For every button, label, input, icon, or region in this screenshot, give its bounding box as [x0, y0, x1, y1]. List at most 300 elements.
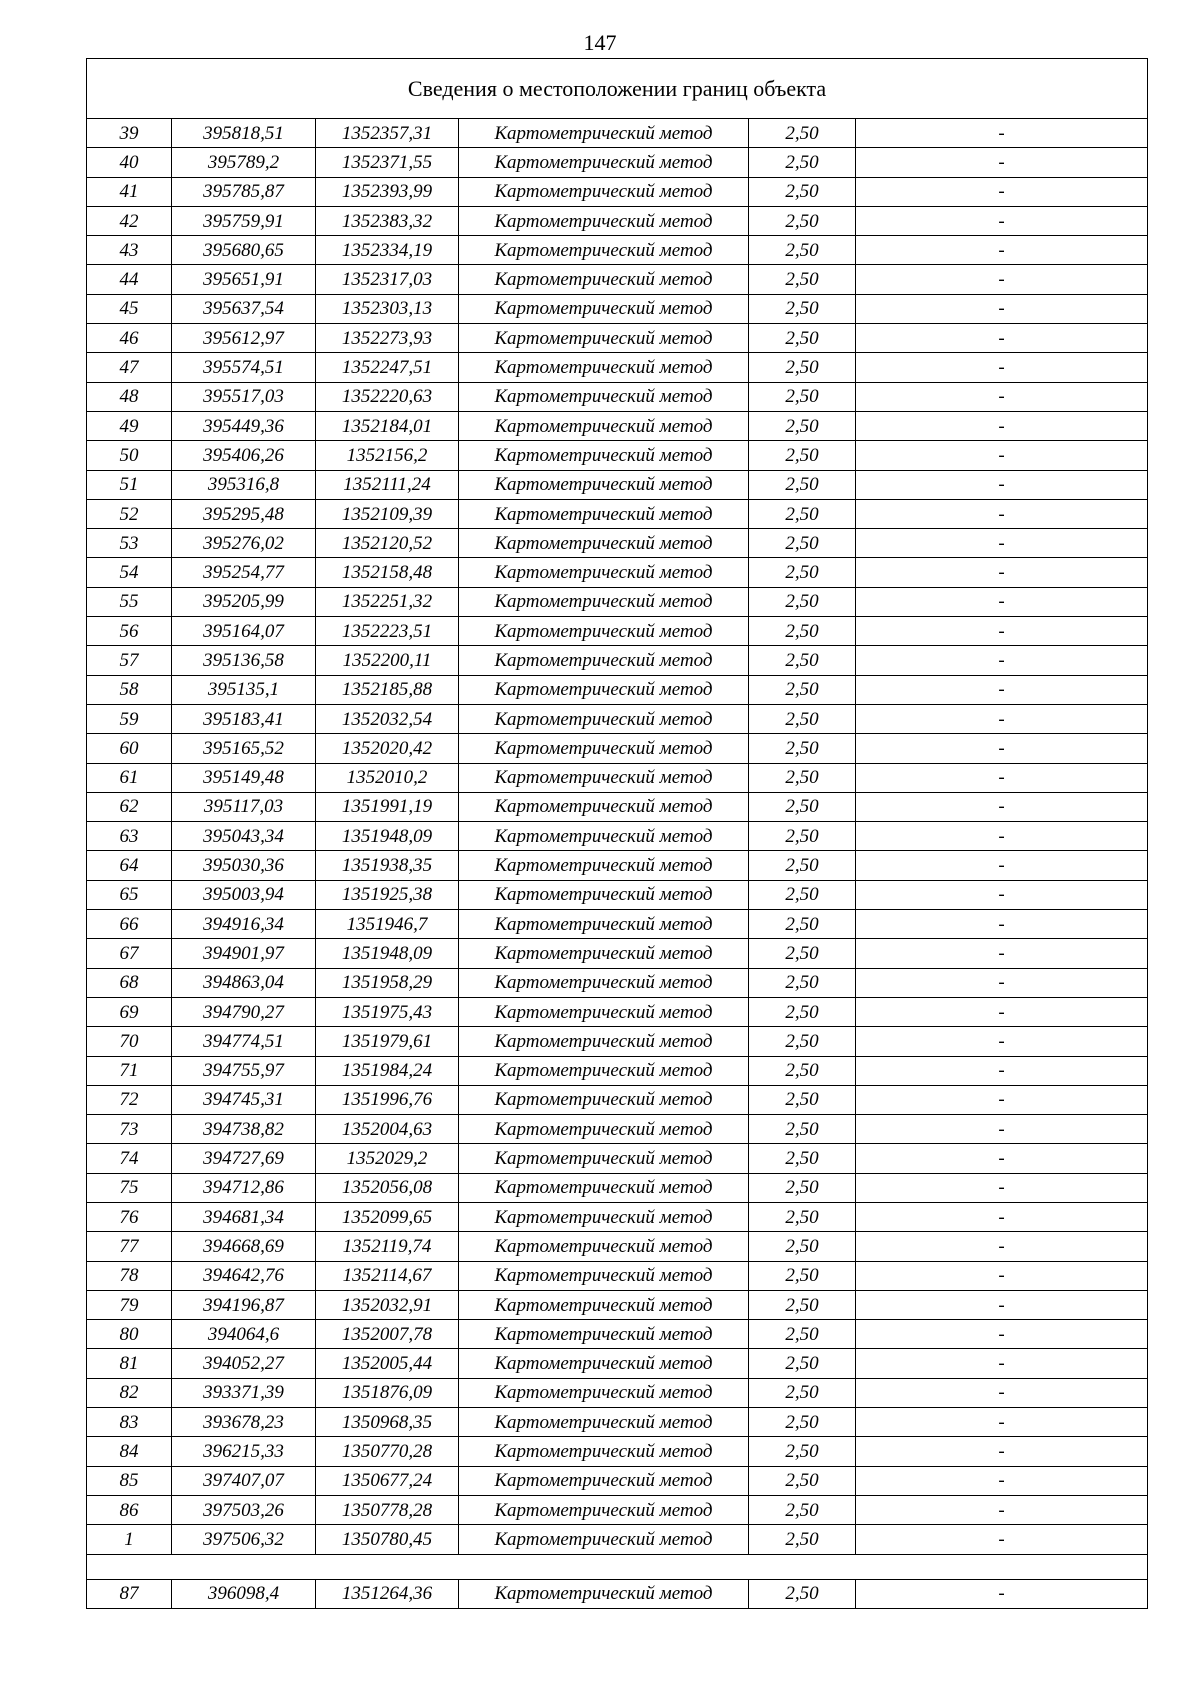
method-cell: Картометрический метод: [459, 119, 749, 148]
x-coordinate-cell: 394901,97: [172, 939, 316, 968]
point-number-cell: 44: [87, 265, 172, 294]
method-cell: Картометрический метод: [459, 617, 749, 646]
method-cell: Картометрический метод: [459, 441, 749, 470]
point-number-cell: 45: [87, 294, 172, 323]
description-cell: -: [856, 1579, 1148, 1608]
x-coordinate-cell: 397503,26: [172, 1495, 316, 1524]
accuracy-cell: 2,50: [749, 1408, 856, 1437]
y-coordinate-cell: 1352111,24: [316, 470, 459, 499]
table-row: [87, 1349, 1148, 1378]
table-row: [87, 1408, 1148, 1437]
x-coordinate-cell: 395254,77: [172, 558, 316, 587]
accuracy-cell: 2,50: [749, 1320, 856, 1349]
method-cell: Картометрический метод: [459, 734, 749, 763]
accuracy-cell: 2,50: [749, 324, 856, 353]
point-number-cell: 48: [87, 382, 172, 411]
description-cell: -: [856, 236, 1148, 265]
y-coordinate-cell: 1352029,2: [316, 1144, 459, 1173]
point-number-cell: 41: [87, 177, 172, 206]
x-coordinate-cell: 395295,48: [172, 499, 316, 528]
table-row: [87, 265, 1148, 294]
method-cell: Картометрический метод: [459, 1173, 749, 1202]
description-cell: -: [856, 968, 1148, 997]
table-row: [87, 1466, 1148, 1495]
method-cell: Картометрический метод: [459, 1261, 749, 1290]
method-cell: Картометрический метод: [459, 1466, 749, 1495]
x-coordinate-cell: 395449,36: [172, 411, 316, 440]
description-cell: -: [856, 1202, 1148, 1231]
y-coordinate-cell: 1352005,44: [316, 1349, 459, 1378]
method-cell: Картометрический метод: [459, 265, 749, 294]
table-row: [87, 1056, 1148, 1085]
method-cell: Картометрический метод: [459, 411, 749, 440]
accuracy-cell: 2,50: [749, 880, 856, 909]
accuracy-cell: 2,50: [749, 1378, 856, 1407]
y-coordinate-cell: 1351996,76: [316, 1085, 459, 1114]
table-row: [87, 910, 1148, 939]
method-cell: Картометрический метод: [459, 1378, 749, 1407]
y-coordinate-cell: 1352334,19: [316, 236, 459, 265]
method-cell: Картометрический метод: [459, 1320, 749, 1349]
description-cell: -: [856, 1290, 1148, 1319]
description-cell: -: [856, 1525, 1148, 1554]
description-cell: -: [856, 704, 1148, 733]
y-coordinate-cell: 1352007,78: [316, 1320, 459, 1349]
point-number-cell: 1: [87, 1525, 172, 1554]
accuracy-cell: 2,50: [749, 675, 856, 704]
method-cell: Картометрический метод: [459, 1525, 749, 1554]
table-row: [87, 880, 1148, 909]
point-number-cell: 69: [87, 997, 172, 1026]
table-row: [87, 1173, 1148, 1202]
x-coordinate-cell: 395680,65: [172, 236, 316, 265]
point-number-cell: 53: [87, 529, 172, 558]
y-coordinate-cell: 1352303,13: [316, 294, 459, 323]
accuracy-cell: 2,50: [749, 148, 856, 177]
point-number-cell: 58: [87, 675, 172, 704]
point-number-cell: 60: [87, 734, 172, 763]
description-cell: -: [856, 1173, 1148, 1202]
accuracy-cell: 2,50: [749, 1579, 856, 1608]
method-cell: Картометрический метод: [459, 1202, 749, 1231]
table-row: [87, 1085, 1148, 1114]
y-coordinate-cell: 1352220,63: [316, 382, 459, 411]
method-cell: Картометрический метод: [459, 939, 749, 968]
x-coordinate-cell: 394668,69: [172, 1232, 316, 1261]
description-cell: -: [856, 939, 1148, 968]
accuracy-cell: 2,50: [749, 910, 856, 939]
y-coordinate-cell: 1352004,63: [316, 1115, 459, 1144]
accuracy-cell: 2,50: [749, 236, 856, 265]
method-cell: Картометрический метод: [459, 382, 749, 411]
y-coordinate-cell: 1351876,09: [316, 1378, 459, 1407]
point-number-cell: 42: [87, 206, 172, 235]
point-number-cell: 55: [87, 587, 172, 616]
accuracy-cell: 2,50: [749, 1115, 856, 1144]
accuracy-cell: 2,50: [749, 470, 856, 499]
description-cell: -: [856, 1115, 1148, 1144]
x-coordinate-cell: 394863,04: [172, 968, 316, 997]
table-row: [87, 1115, 1148, 1144]
description-cell: -: [856, 558, 1148, 587]
x-coordinate-cell: 394727,69: [172, 1144, 316, 1173]
y-coordinate-cell: 1351946,7: [316, 910, 459, 939]
point-number-cell: 51: [87, 470, 172, 499]
accuracy-cell: 2,50: [749, 265, 856, 294]
accuracy-cell: 2,50: [749, 792, 856, 821]
point-number-cell: 56: [87, 617, 172, 646]
blank-separator-cell: [87, 1554, 1148, 1579]
description-cell: -: [856, 675, 1148, 704]
x-coordinate-cell: 394064,6: [172, 1320, 316, 1349]
point-number-cell: 79: [87, 1290, 172, 1319]
point-number-cell: 65: [87, 880, 172, 909]
accuracy-cell: 2,50: [749, 704, 856, 733]
y-coordinate-cell: 1352200,11: [316, 646, 459, 675]
method-cell: Картометрический метод: [459, 353, 749, 382]
table-row: [87, 148, 1148, 177]
point-number-cell: 87: [87, 1579, 172, 1608]
x-coordinate-cell: 395003,94: [172, 880, 316, 909]
accuracy-cell: 2,50: [749, 441, 856, 470]
accuracy-cell: 2,50: [749, 968, 856, 997]
point-number-cell: 63: [87, 822, 172, 851]
method-cell: Картометрический метод: [459, 704, 749, 733]
y-coordinate-cell: 1351984,24: [316, 1056, 459, 1085]
point-number-cell: 50: [87, 441, 172, 470]
table-row: [87, 411, 1148, 440]
x-coordinate-cell: 394196,87: [172, 1290, 316, 1319]
y-coordinate-cell: 1352383,32: [316, 206, 459, 235]
y-coordinate-cell: 1351264,36: [316, 1579, 459, 1608]
point-number-cell: 47: [87, 353, 172, 382]
x-coordinate-cell: 395164,07: [172, 617, 316, 646]
accuracy-cell: 2,50: [749, 617, 856, 646]
description-cell: -: [856, 763, 1148, 792]
description-cell: -: [856, 1349, 1148, 1378]
accuracy-cell: 2,50: [749, 939, 856, 968]
method-cell: Картометрический метод: [459, 763, 749, 792]
table-row: [87, 119, 1148, 148]
x-coordinate-cell: 395135,1: [172, 675, 316, 704]
description-cell: -: [856, 529, 1148, 558]
x-coordinate-cell: 394755,97: [172, 1056, 316, 1085]
method-cell: Картометрический метод: [459, 880, 749, 909]
description-cell: -: [856, 324, 1148, 353]
table-row: [87, 206, 1148, 235]
description-cell: -: [856, 265, 1148, 294]
y-coordinate-cell: 1352120,52: [316, 529, 459, 558]
point-number-cell: 54: [87, 558, 172, 587]
point-number-cell: 68: [87, 968, 172, 997]
accuracy-cell: 2,50: [749, 1202, 856, 1231]
description-cell: -: [856, 1495, 1148, 1524]
y-coordinate-cell: 1350778,28: [316, 1495, 459, 1524]
table-row: [87, 822, 1148, 851]
accuracy-cell: 2,50: [749, 1144, 856, 1173]
table-row: [87, 324, 1148, 353]
table-row: [87, 470, 1148, 499]
y-coordinate-cell: 1351958,29: [316, 968, 459, 997]
table-row: [87, 1202, 1148, 1231]
y-coordinate-cell: 1352099,65: [316, 1202, 459, 1231]
y-coordinate-cell: 1352247,51: [316, 353, 459, 382]
table-row: [87, 1525, 1148, 1554]
point-number-cell: 86: [87, 1495, 172, 1524]
table-row: [87, 792, 1148, 821]
y-coordinate-cell: 1351948,09: [316, 939, 459, 968]
point-number-cell: 59: [87, 704, 172, 733]
point-number-cell: 64: [87, 851, 172, 880]
x-coordinate-cell: 395316,8: [172, 470, 316, 499]
x-coordinate-cell: 396215,33: [172, 1437, 316, 1466]
x-coordinate-cell: 395205,99: [172, 587, 316, 616]
accuracy-cell: 2,50: [749, 1495, 856, 1524]
y-coordinate-cell: 1352056,08: [316, 1173, 459, 1202]
description-cell: -: [856, 587, 1148, 616]
method-cell: Картометрический метод: [459, 206, 749, 235]
x-coordinate-cell: 395574,51: [172, 353, 316, 382]
table-row: [87, 939, 1148, 968]
x-coordinate-cell: 395818,51: [172, 119, 316, 148]
description-cell: -: [856, 382, 1148, 411]
accuracy-cell: 2,50: [749, 1525, 856, 1554]
x-coordinate-cell: 395030,36: [172, 851, 316, 880]
table-row: [87, 177, 1148, 206]
accuracy-cell: 2,50: [749, 206, 856, 235]
x-coordinate-cell: 395759,91: [172, 206, 316, 235]
description-cell: -: [856, 119, 1148, 148]
method-cell: Картометрический метод: [459, 294, 749, 323]
accuracy-cell: 2,50: [749, 1232, 856, 1261]
method-cell: Картометрический метод: [459, 1408, 749, 1437]
method-cell: Картометрический метод: [459, 1290, 749, 1319]
y-coordinate-cell: 1352114,67: [316, 1261, 459, 1290]
x-coordinate-cell: 395276,02: [172, 529, 316, 558]
y-coordinate-cell: 1352020,42: [316, 734, 459, 763]
table-row: [87, 499, 1148, 528]
y-coordinate-cell: 1352032,91: [316, 1290, 459, 1319]
description-cell: -: [856, 792, 1148, 821]
accuracy-cell: 2,50: [749, 997, 856, 1026]
point-number-cell: 85: [87, 1466, 172, 1495]
table-row: [87, 968, 1148, 997]
x-coordinate-cell: 397407,07: [172, 1466, 316, 1495]
description-cell: -: [856, 646, 1148, 675]
y-coordinate-cell: 1352317,03: [316, 265, 459, 294]
method-cell: Картометрический метод: [459, 1437, 749, 1466]
table-row: [87, 763, 1148, 792]
x-coordinate-cell: 394052,27: [172, 1349, 316, 1378]
table-row: [87, 441, 1148, 470]
method-cell: Картометрический метод: [459, 324, 749, 353]
description-cell: -: [856, 294, 1148, 323]
accuracy-cell: 2,50: [749, 1349, 856, 1378]
accuracy-cell: 2,50: [749, 1290, 856, 1319]
point-number-cell: 52: [87, 499, 172, 528]
description-cell: -: [856, 441, 1148, 470]
x-coordinate-cell: 394790,27: [172, 997, 316, 1026]
method-cell: Картометрический метод: [459, 470, 749, 499]
method-cell: Картометрический метод: [459, 1349, 749, 1378]
accuracy-cell: 2,50: [749, 558, 856, 587]
accuracy-cell: 2,50: [749, 119, 856, 148]
x-coordinate-cell: 394642,76: [172, 1261, 316, 1290]
section-title-row: [87, 59, 1148, 119]
x-coordinate-cell: 394681,34: [172, 1202, 316, 1231]
description-cell: -: [856, 1056, 1148, 1085]
x-coordinate-cell: 397506,32: [172, 1525, 316, 1554]
description-cell: -: [856, 1378, 1148, 1407]
accuracy-cell: 2,50: [749, 1173, 856, 1202]
description-cell: -: [856, 206, 1148, 235]
point-number-cell: 39: [87, 119, 172, 148]
table-row: [87, 997, 1148, 1026]
point-number-cell: 66: [87, 910, 172, 939]
description-cell: -: [856, 997, 1148, 1026]
point-number-cell: 46: [87, 324, 172, 353]
description-cell: -: [856, 734, 1148, 763]
point-number-cell: 80: [87, 1320, 172, 1349]
description-cell: -: [856, 1261, 1148, 1290]
table-row: [87, 1495, 1148, 1524]
y-coordinate-cell: 1352393,99: [316, 177, 459, 206]
y-coordinate-cell: 1351938,35: [316, 851, 459, 880]
x-coordinate-cell: 394712,86: [172, 1173, 316, 1202]
x-coordinate-cell: 395183,41: [172, 704, 316, 733]
description-cell: -: [856, 499, 1148, 528]
accuracy-cell: 2,50: [749, 763, 856, 792]
accuracy-cell: 2,50: [749, 1027, 856, 1056]
table-row: [87, 587, 1148, 616]
accuracy-cell: 2,50: [749, 353, 856, 382]
accuracy-cell: 2,50: [749, 499, 856, 528]
y-coordinate-cell: 1350677,24: [316, 1466, 459, 1495]
y-coordinate-cell: 1352185,88: [316, 675, 459, 704]
accuracy-cell: 2,50: [749, 529, 856, 558]
method-cell: Картометрический метод: [459, 822, 749, 851]
table-row: [87, 1437, 1148, 1466]
description-cell: -: [856, 353, 1148, 382]
description-cell: -: [856, 1408, 1148, 1437]
method-cell: Картометрический метод: [459, 587, 749, 616]
description-cell: -: [856, 1232, 1148, 1261]
accuracy-cell: 2,50: [749, 646, 856, 675]
table-row: [87, 353, 1148, 382]
accuracy-cell: 2,50: [749, 1437, 856, 1466]
accuracy-cell: 2,50: [749, 177, 856, 206]
description-cell: -: [856, 1144, 1148, 1173]
method-cell: Картометрический метод: [459, 236, 749, 265]
description-cell: -: [856, 880, 1148, 909]
y-coordinate-cell: 1352010,2: [316, 763, 459, 792]
accuracy-cell: 2,50: [749, 411, 856, 440]
table-row: [87, 1261, 1148, 1290]
section-title: Сведения о местоположении границ объекта: [87, 59, 1148, 119]
method-cell: Картометрический метод: [459, 529, 749, 558]
description-cell: -: [856, 910, 1148, 939]
table-row: [87, 558, 1148, 587]
method-cell: Картометрический метод: [459, 1027, 749, 1056]
y-coordinate-cell: 1352109,39: [316, 499, 459, 528]
x-coordinate-cell: 395406,26: [172, 441, 316, 470]
y-coordinate-cell: 1352158,48: [316, 558, 459, 587]
accuracy-cell: 2,50: [749, 1261, 856, 1290]
point-number-cell: 43: [87, 236, 172, 265]
table-row: [87, 675, 1148, 704]
point-number-cell: 67: [87, 939, 172, 968]
method-cell: Картометрический метод: [459, 1232, 749, 1261]
x-coordinate-cell: 395136,58: [172, 646, 316, 675]
y-coordinate-cell: 1352357,31: [316, 119, 459, 148]
x-coordinate-cell: 395117,03: [172, 792, 316, 821]
table-row: [87, 617, 1148, 646]
accuracy-cell: 2,50: [749, 382, 856, 411]
method-cell: Картометрический метод: [459, 646, 749, 675]
table-row: [87, 236, 1148, 265]
description-cell: -: [856, 470, 1148, 499]
x-coordinate-cell: 395637,54: [172, 294, 316, 323]
point-number-cell: 73: [87, 1115, 172, 1144]
table-row: [87, 734, 1148, 763]
y-coordinate-cell: 1352273,93: [316, 324, 459, 353]
method-cell: Картометрический метод: [459, 851, 749, 880]
table-row: [87, 1378, 1148, 1407]
table-row: [87, 294, 1148, 323]
accuracy-cell: 2,50: [749, 822, 856, 851]
description-cell: -: [856, 1085, 1148, 1114]
blank-separator-row: [87, 1554, 1148, 1579]
boundary-coordinates-table: [86, 58, 1148, 1609]
x-coordinate-cell: 396098,4: [172, 1579, 316, 1608]
x-coordinate-cell: 393371,39: [172, 1378, 316, 1407]
method-cell: Картометрический метод: [459, 792, 749, 821]
method-cell: Картометрический метод: [459, 1579, 749, 1608]
point-number-cell: 72: [87, 1085, 172, 1114]
description-cell: -: [856, 411, 1148, 440]
y-coordinate-cell: 1350780,45: [316, 1525, 459, 1554]
method-cell: Картометрический метод: [459, 177, 749, 206]
table-row: [87, 851, 1148, 880]
page-number: 147: [583, 30, 617, 55]
description-cell: -: [856, 1320, 1148, 1349]
description-cell: -: [856, 1437, 1148, 1466]
method-cell: Картометрический метод: [459, 997, 749, 1026]
accuracy-cell: 2,50: [749, 851, 856, 880]
method-cell: Картометрический метод: [459, 968, 749, 997]
description-cell: -: [856, 851, 1148, 880]
y-coordinate-cell: 1351979,61: [316, 1027, 459, 1056]
description-cell: -: [856, 822, 1148, 851]
accuracy-cell: 2,50: [749, 734, 856, 763]
method-cell: Картометрический метод: [459, 499, 749, 528]
x-coordinate-cell: 395149,48: [172, 763, 316, 792]
y-coordinate-cell: 1351925,38: [316, 880, 459, 909]
x-coordinate-cell: 394916,34: [172, 910, 316, 939]
y-coordinate-cell: 1351975,43: [316, 997, 459, 1026]
point-number-cell: 71: [87, 1056, 172, 1085]
point-number-cell: 84: [87, 1437, 172, 1466]
point-number-cell: 78: [87, 1261, 172, 1290]
table-row: [87, 529, 1148, 558]
table-row: [87, 1144, 1148, 1173]
point-number-cell: 49: [87, 411, 172, 440]
table-row: [87, 646, 1148, 675]
x-coordinate-cell: 393678,23: [172, 1408, 316, 1437]
method-cell: Картометрический метод: [459, 675, 749, 704]
point-number-cell: 83: [87, 1408, 172, 1437]
method-cell: Картометрический метод: [459, 910, 749, 939]
